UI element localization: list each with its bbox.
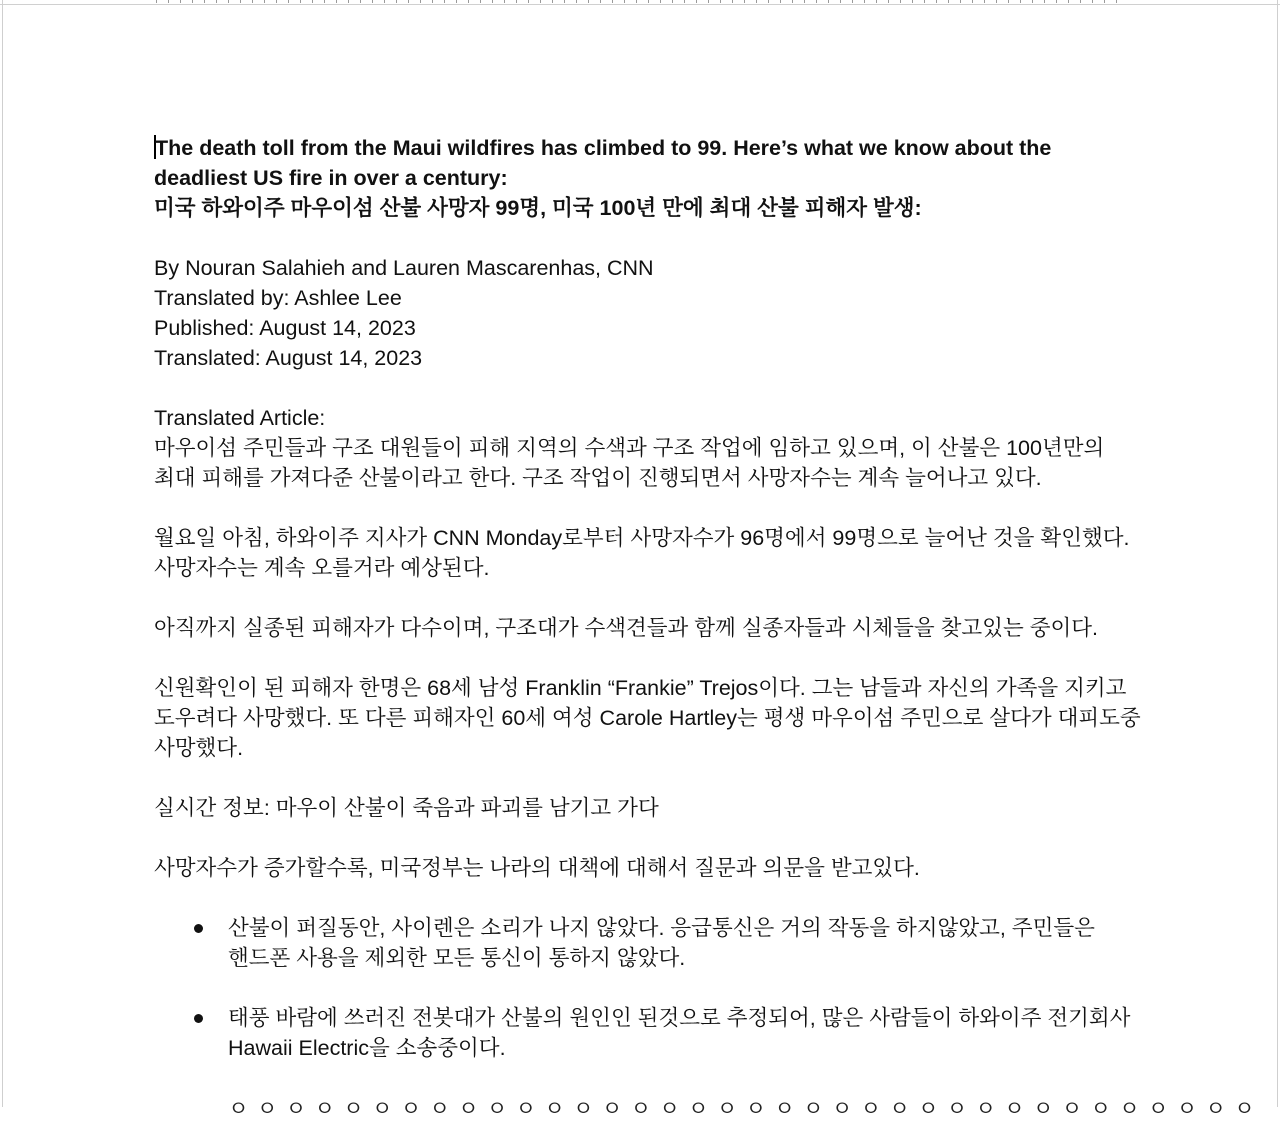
bullet-1-line-2: 핸드폰 사용을 제외한 모든 통신이 통하지 않았다.: [228, 946, 686, 970]
published-date[interactable]: Published: August 14, 2023: [154, 316, 416, 340]
cut-off-text-fragment: ㅇ ㅇ ㅇ ㅇ ㅇ ㅇ ㅇ ㅇ ㅇ ㅇ ㅇ ㅇ ㅇ ㅇ ㅇ ㅇ ㅇ ㅇ ㅇ ㅇ ㅇ ㅇ ㅇ ㅇ ㅇ ㅇ ㅇ ㅇ ㅇ ㅇ ㅇ ㅇ ㅇ ㅇ ㅇ ㅇ: [228, 1097, 1256, 1121]
bullet-item-1[interactable]: [154, 913, 1134, 973]
title-english-line-1[interactable]: [154, 133, 1134, 163]
document-page[interactable]: [154, 133, 1141, 1063]
paragraph-3-line-1[interactable]: 아직까지 실종된 피해자가 다수이며, 구조대가 수색견들과 함께 실종자들과 시체들을 찾고있는 중이다.: [154, 616, 1098, 640]
bullet-1-line-1: 산불이 퍼질동안, 사이렌은 소리가 나지 않았다. 응급통신은 거의 작동을 하지않았고, 주민들은: [228, 916, 1095, 940]
ruler-left-margin: [0, 0, 154, 3]
byline[interactable]: By Nouran Salahieh and Lauren Mascarenhas, CNN: [154, 256, 654, 280]
bullet-item-2[interactable]: [154, 1003, 1134, 1063]
paragraph-1-line-1[interactable]: 마우이섬 주민들과 구조 대원들이 피해 지역의 수색과 구조 작업에 임하고 있으며, 이 산불은 100년만의: [154, 436, 1105, 460]
bullet-dot-icon: [194, 1014, 203, 1023]
paragraph-4-line-3[interactable]: 사망했다.: [154, 736, 244, 760]
paragraph-5-line-1[interactable]: 실시간 정보: 마우이 산불이 죽음과 파괴를 남기고 가다: [154, 796, 659, 820]
title-korean[interactable]: 미국 하와이주 마우이섬 산불 사망자 99명, 미국 100년 만에 최대 산불 피해자 발생:: [154, 196, 922, 220]
paragraph-4-line-1[interactable]: 신원확인이 된 피해자 한명은 68세 남성 Franklin “Frankie” Trejos이다. 그는 남들과 자신의 가족을 지키고: [154, 676, 1127, 700]
translator-credit[interactable]: Translated by: Ashlee Lee: [154, 286, 402, 310]
page-right-edge: [1277, 0, 1278, 1107]
paragraph-6-line-1[interactable]: 사망자수가 증가할수록, 미국정부는 나라의 대책에 대해서 질문과 의문을 받고있다.: [154, 856, 920, 880]
bullet-2-line-2: Hawaii Electric을 소송중이다.: [228, 1036, 506, 1060]
bullet-dot-icon: [194, 924, 203, 933]
paragraph-2-line-2[interactable]: 사망자수는 계속 오를거라 예상된다.: [154, 556, 490, 580]
translated-date[interactable]: Translated: August 14, 2023: [154, 346, 423, 370]
bullet-2-line-1: 태풍 바람에 쓰러진 전봇대가 산불의 원인인 된것으로 추정되어, 많은 사람들이 하와이주 전기회사: [228, 1006, 1131, 1030]
paragraph-1-line-2[interactable]: 최대 피해를 가져다준 산불이라고 한다. 구조 작업이 진행되면서 사망자수는 계속 늘어나고 있다.: [154, 466, 1042, 490]
paragraph-4-line-2[interactable]: 도우려다 사망했다. 또 다른 피해자인 60세 여성 Carole Hartley는 평생 마우이섬 주민으로 살다가 대피도중: [154, 706, 1141, 730]
title-english-line-2[interactable]: deadliest US fire in over a century:: [154, 166, 508, 190]
page-left-edge: [2, 0, 3, 1107]
title-english-text-1: The death toll from the Maui wildfires has climbed to 99. Here’s what we know about the: [155, 136, 1052, 160]
horizontal-ruler: [0, 0, 1280, 5]
paragraph-2-line-1[interactable]: 월요일 아침, 하와이주 지사가 CNN Monday로부터 사망자수가 96명에서 99명으로 늘어난 것을 확인했다.: [154, 526, 1130, 550]
section-label[interactable]: Translated Article:: [154, 406, 326, 430]
cut-off-next-line: [228, 1097, 1256, 1121]
ruler-right-margin: [1128, 0, 1280, 3]
